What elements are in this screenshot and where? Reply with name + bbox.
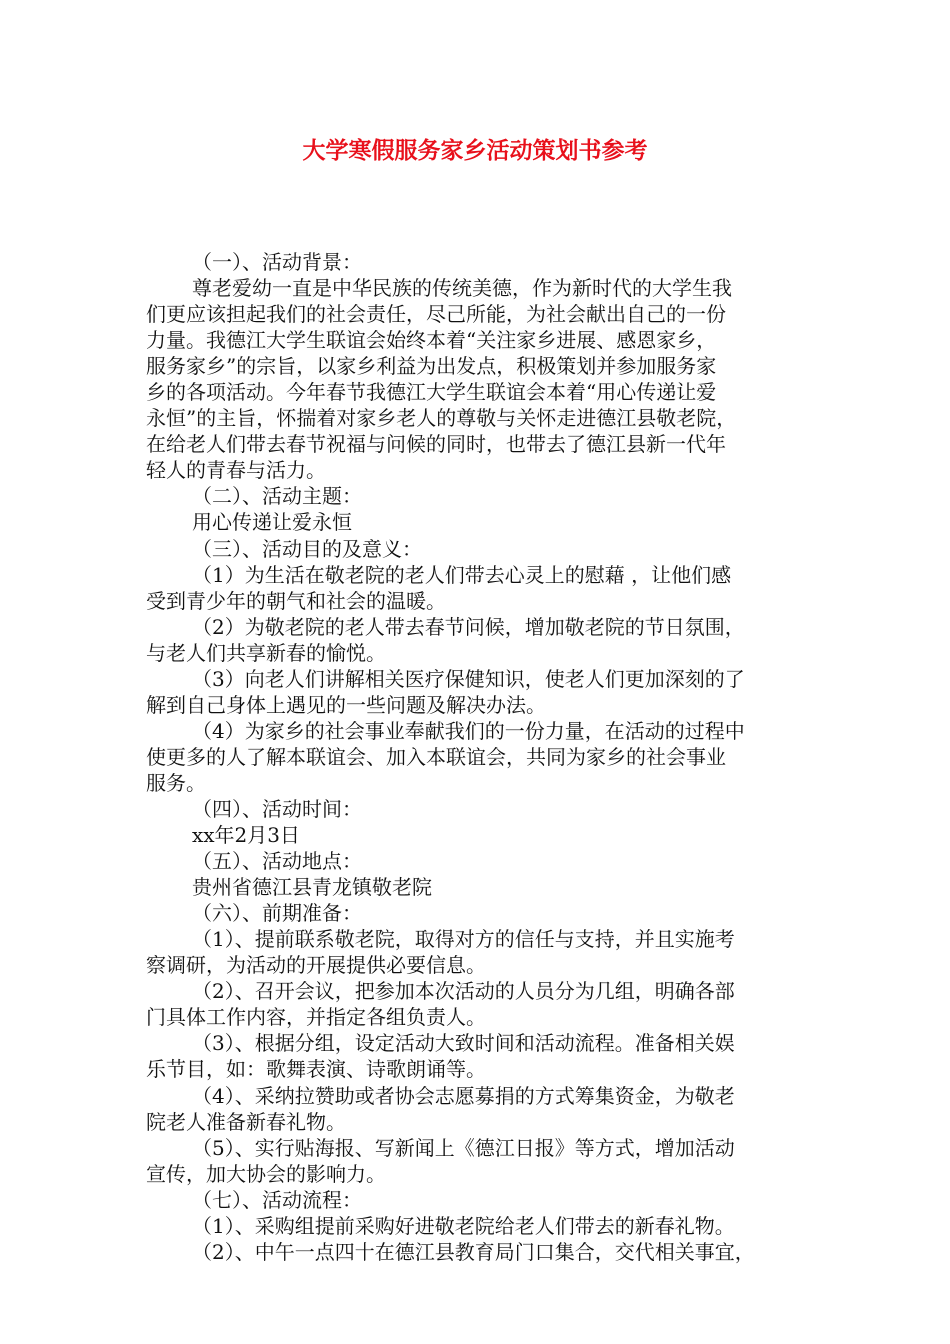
text-line: （2）为敬老院的老人带去春节问候，增加敬老院的节日氛围， (192, 614, 745, 639)
text-line: 门具体工作内容，并指定各组负责人。 (146, 1005, 486, 1030)
text-line: （五）、活动地点： (192, 849, 362, 874)
text-line: （3）向老人们讲解相关医疗保健知识，使老人们更加深刻的了 (192, 666, 745, 691)
text-line: （二）、活动主题： (192, 484, 362, 509)
text-line: （一）、活动背景： (192, 250, 362, 274)
text-line: （七）、活动流程： (192, 1187, 362, 1212)
document-body (146, 249, 816, 1265)
text-line: （3）、根据分组，设定活动大致时间和活动流程。准备相关娱 (192, 1031, 735, 1056)
text-line: （4）、采纳拉赞助或者协会志愿募捐的方式筹集资金，为敬老 (192, 1083, 735, 1108)
text-line: （5）、实行贴海报、写新闻上《德江日报》等方式，增加活动 (192, 1135, 735, 1160)
text-line: 在给老人们带去春节祝福与问候的同时，也带去了德江县新一代年 (146, 432, 726, 457)
text-line: （1）、采购组提前采购好进敬老院给老人们带去的新春礼物。 (192, 1213, 735, 1238)
text-line: 尊老爱幼一直是中华民族的传统美德，作为新时代的大学生我 (192, 276, 732, 301)
text-line: （1）、提前联系敬老院，取得对方的信任与支持，并且实施考 (192, 927, 735, 952)
text-line: 与老人们共享新春的愉悦。 (146, 640, 386, 665)
text-line: （三）、活动目的及意义： (192, 536, 422, 561)
text-line: 院老人准备新春礼物。 (146, 1109, 346, 1134)
text-line: （四）、活动时间： (192, 796, 362, 821)
text-line: 们更应该担起我们的社会责任，尽己所能，为社会献出自己的一份 (146, 302, 726, 327)
text-line: （1）为生活在敬老院的老人们带去心灵上的慰藉 ，让他们感 (192, 562, 732, 587)
text-line: 受到青少年的朝气和社会的温暖。 (146, 588, 446, 613)
text-line: （4）为家乡的社会事业奉献我们的一份力量，在活动的过程中 (192, 718, 745, 743)
text-line: 解到自己身体上遇见的一些问题及解决办法。 (146, 692, 546, 717)
text-line: 宣传，加大协会的影响力。 (146, 1161, 386, 1186)
text-line: 贵州省德江县青龙镇敬老院 (192, 875, 432, 900)
text-line: 服务家乡”的宗旨，以家乡利益为出发点，积极策划并参加服务家 (146, 354, 717, 379)
text-line: 力量。我德江大学生联谊会始终本着“关注家乡进展、感恩家乡， (146, 328, 717, 353)
text-line: 轻人的青春与活力。 (146, 458, 326, 483)
text-line: 用心传递让爱永恒 (192, 510, 352, 535)
text-line: （2）、召开会议，把参加本次活动的人员分为几组，明确各部 (192, 979, 735, 1004)
text-line: 服务。 (146, 770, 206, 795)
text-line: xx年2月3日 (192, 823, 301, 848)
text-line: 永恒”的主旨，怀揣着对家乡老人的尊敬与关怀走进德江县敬老院， (146, 406, 737, 431)
document-title: 大学寒假服务家乡活动策划书参考 (302, 138, 648, 164)
text-line: 察调研，为活动的开展提供必要信息。 (146, 953, 486, 978)
text-line: 乐节目，如：歌舞表演、诗歌朗诵等。 (146, 1057, 486, 1082)
text-line: （2）、中午一点四十在德江县教育局门口集合，交代相关事宜， (192, 1239, 755, 1264)
text-line: 乡的各项活动。今年春节我德江大学生联谊会本着“用心传递让爱 (146, 380, 717, 405)
text-line: 使更多的人了解本联谊会、加入本联谊会，共同为家乡的社会事业 (146, 744, 726, 769)
text-line: （六）、前期准备： (192, 901, 362, 926)
